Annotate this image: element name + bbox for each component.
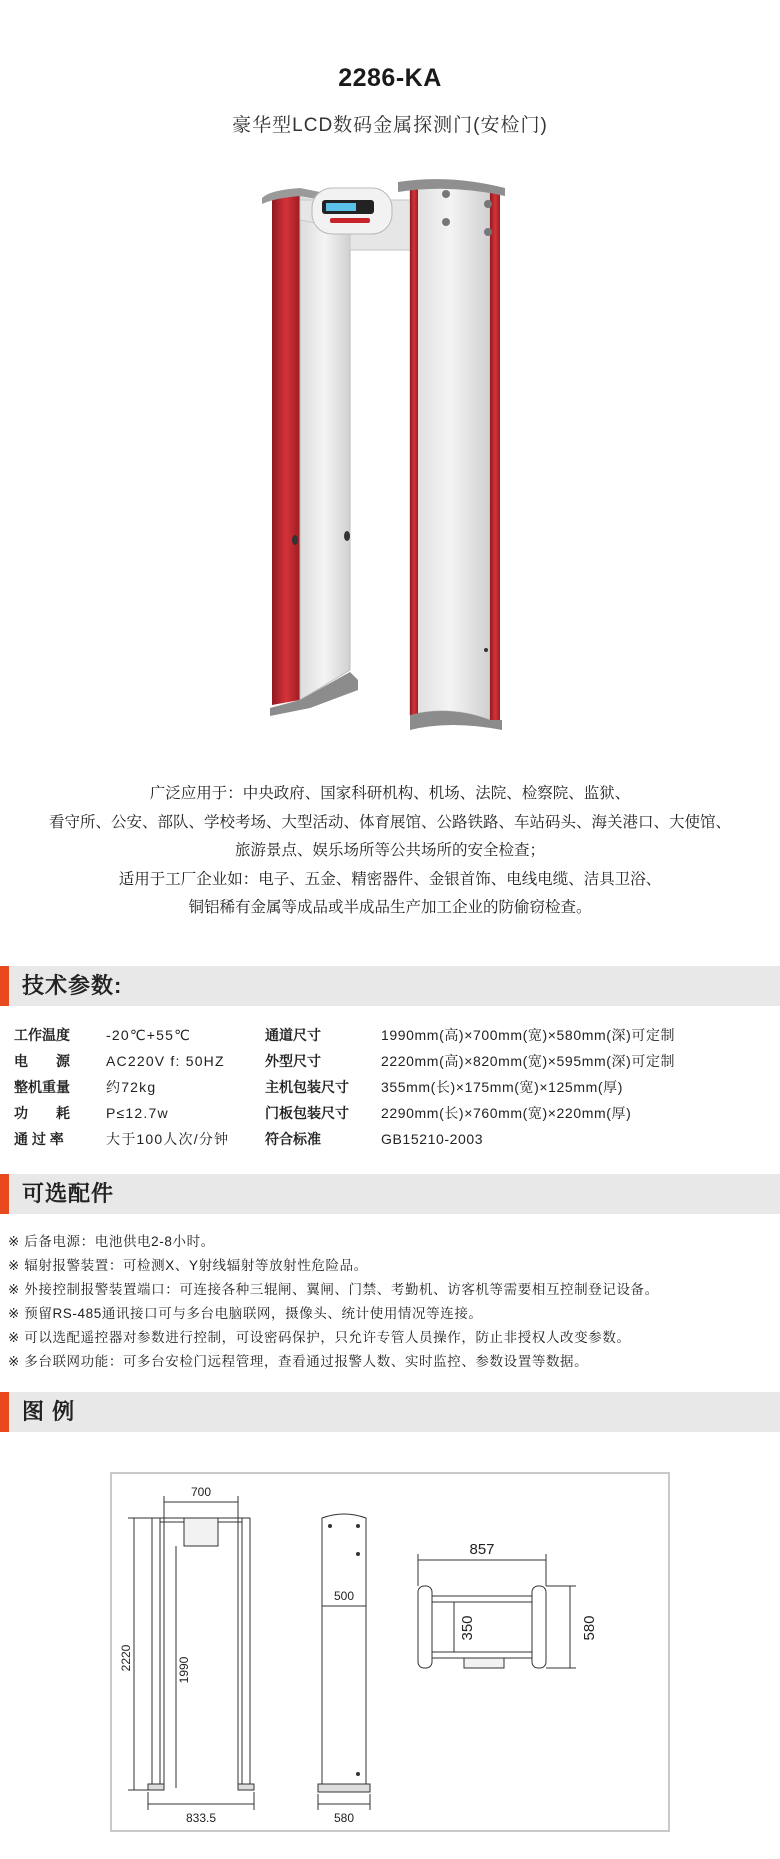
diagram-section-header [0,1392,780,1432]
section-accent [0,1392,9,1432]
option-item: ※ 可以选配遥控器对参数进行控制，可设密码保护，只允许专管人员操作，防止非授权人改变参数。 [8,1330,631,1345]
option-item: ※ 多台联网功能：可多台安检门远程管理，查看通过报警人数、实时监控、参数设置等数据。 [8,1354,589,1369]
intro-line: 广泛应用于：中央政府、国家科研机构、机场、法院、检察院、监狱、 [149,785,631,802]
option-item: ※ 后备电源：电池供电2-8小时。 [8,1234,215,1249]
spec-key: 通道尺寸 [265,1027,321,1043]
specs-section-title: 技术参数: [22,973,123,998]
intro-line: 铜铝稀有金属等成品或半成品生产加工企业的防偷窃检查。 [188,899,592,916]
spec-value: 2290mm(长)×760mm(宽)×220mm(厚) [381,1105,632,1121]
spec-key: 通 过 率 [14,1131,64,1147]
spec-key: 工作温度 [14,1027,70,1043]
spec-value: AC220V f: 50HZ [106,1053,225,1069]
top-depth-label: 580 [581,1615,598,1641]
spec-key: 主机包装尺寸 [265,1079,349,1095]
application-intro [0,780,780,923]
spec-value: 355mm(长)×175mm(宽)×125mm(厚) [381,1079,623,1095]
side-width-label: 500 [333,1589,355,1603]
product-model: 2286-KA [338,64,442,92]
spec-key: 符合标准 [265,1131,321,1147]
front-width-label: 700 [190,1485,212,1499]
spec-value: GB15210-2003 [381,1131,484,1147]
dimension-diagram [110,1472,670,1832]
spec-key: 门板包装尺寸 [265,1105,349,1121]
intro-line: 适用于工厂企业如：电子、五金、精密器件、金银首饰、电线电缆、洁具卫浴、 [118,870,662,888]
front-base-label: 833.5 [185,1811,217,1825]
spec-value: -20℃+55℃ [106,1027,192,1043]
spec-value: 大于100人次/分钟 [106,1131,230,1147]
option-item: ※ 外接控制报警装置端口：可连接各种三辊闸、翼闸、门禁、考勤机、访客机等需要相互控制登记设备。 [8,1282,659,1297]
intro-line: 旅游景点、娱乐场所等公共场所的安全检查； [234,842,545,859]
intro-line: 看守所、公安、部队、学校考场、大型活动、体育展馆、公路铁路、车站码头、海关港口、大使馆、 [48,813,731,831]
spec-key: 外型尺寸 [265,1053,321,1069]
side-base-label: 580 [333,1811,355,1825]
spec-value: 2220mm(高)×820mm(宽)×595mm(深)可定制 [381,1053,676,1069]
specs-section-header [0,966,780,1006]
top-inner-label: 350 [459,1615,476,1641]
spec-key: 整机重量 [14,1079,70,1095]
spec-value: 约72kg [106,1079,157,1095]
option-item: ※ 辐射报警装置：可检测X、Y射线辐射等放射性危险品。 [8,1258,368,1273]
top-width-label: 857 [469,1541,495,1558]
front-height-label: 2220 [119,1644,133,1672]
spec-key: 电 源 [14,1053,70,1069]
section-accent [0,1174,9,1214]
diagram-section-title: 图 例 [22,1399,76,1424]
option-item: ※ 预留RS-485通讯接口可与多台电脑联网，摄像头、统计使用情况等连接。 [8,1306,483,1321]
spec-value: 1990mm(高)×700mm(宽)×580mm(深)可定制 [381,1027,676,1043]
spec-key: 功 耗 [14,1105,70,1121]
options-section-header [0,1174,780,1214]
spec-value: P≤12.7w [106,1105,169,1121]
metal-detector-image [250,160,520,750]
options-section-title: 可选配件 [22,1181,115,1206]
front-inner-height-label: 1990 [177,1656,191,1684]
product-subtitle: 豪华型LCD数码金属探测门(安检门) [232,115,548,136]
section-accent [0,966,9,1006]
